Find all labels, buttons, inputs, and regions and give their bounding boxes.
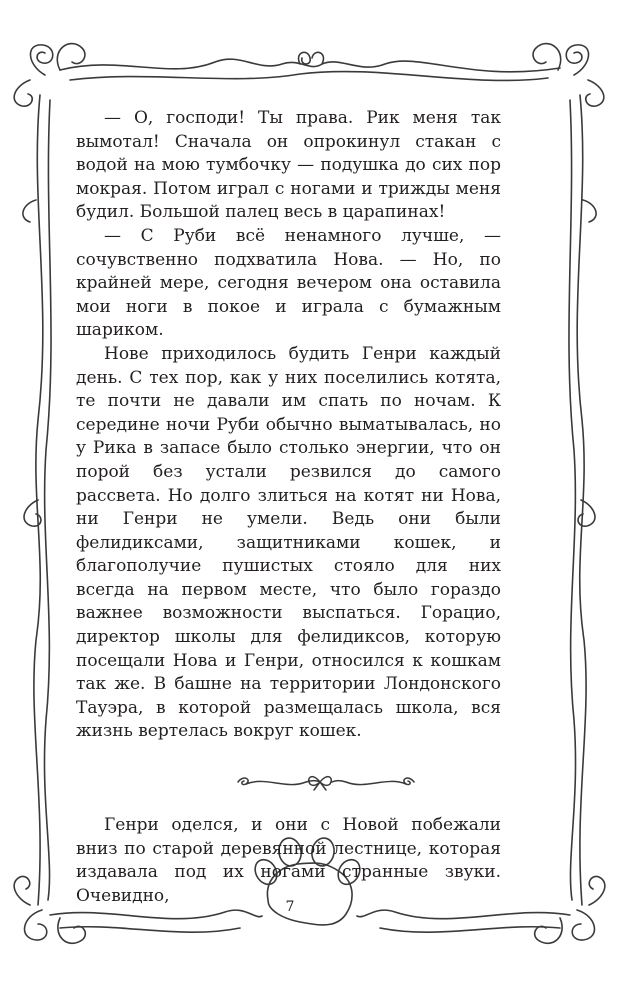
paragraph-1: — О, господи! Ты права. Рик меня так вымотал! Сначала он опрокинул стакан с водой на мою тумбочку — подушка до сих пор мокрая. Потом играл с ногами и трижды меня будил. Большой палец весь в царапинах! — [76, 108, 501, 223]
section-divider — [76, 744, 501, 814]
main-text — [76, 107, 501, 908]
page-number: 7 — [285, 899, 295, 915]
paragraph-3: Нове приходилось будить Генри каждый день. С тех пор, как у них поселились котята, те почти не давали им спать по ночам. К середине ночи Руби обычно выматывалась, но у Рика в запасе было столько энергии, что он порой без устали резвился до самого рассвета. Но долго злиться на котят ни Нова, ни Генри не умели. Ведь они были фелидиксами, защитниками кошек, и благополучие пушистых стояло для них всегда на первом месте, что было гораздо важнее возможности выспаться. Горацио, директор школы для фелидиксов, которую посещали Нова и Генри, относился к кошкам так же. В башне на территории Лондонского Тауэра, в которой размещалась школа, вся жизнь вертелась вокруг кошек. — [76, 343, 501, 742]
paragraph-2: — С Руби всё ненамного лучше, — сочувственно подхватила Нова. — Но, по крайней мере, сегодня вечером она оставила мои ноги в покое и играла с бумажным шариком. — [76, 225, 501, 341]
bow-ornament-icon — [236, 772, 416, 792]
paragraph-4: Генри оделся, и они с Новой побежали вниз по старой деревянной лестнице, которая издавала под их ногами странные звуки. Очевидно, — [76, 815, 501, 906]
